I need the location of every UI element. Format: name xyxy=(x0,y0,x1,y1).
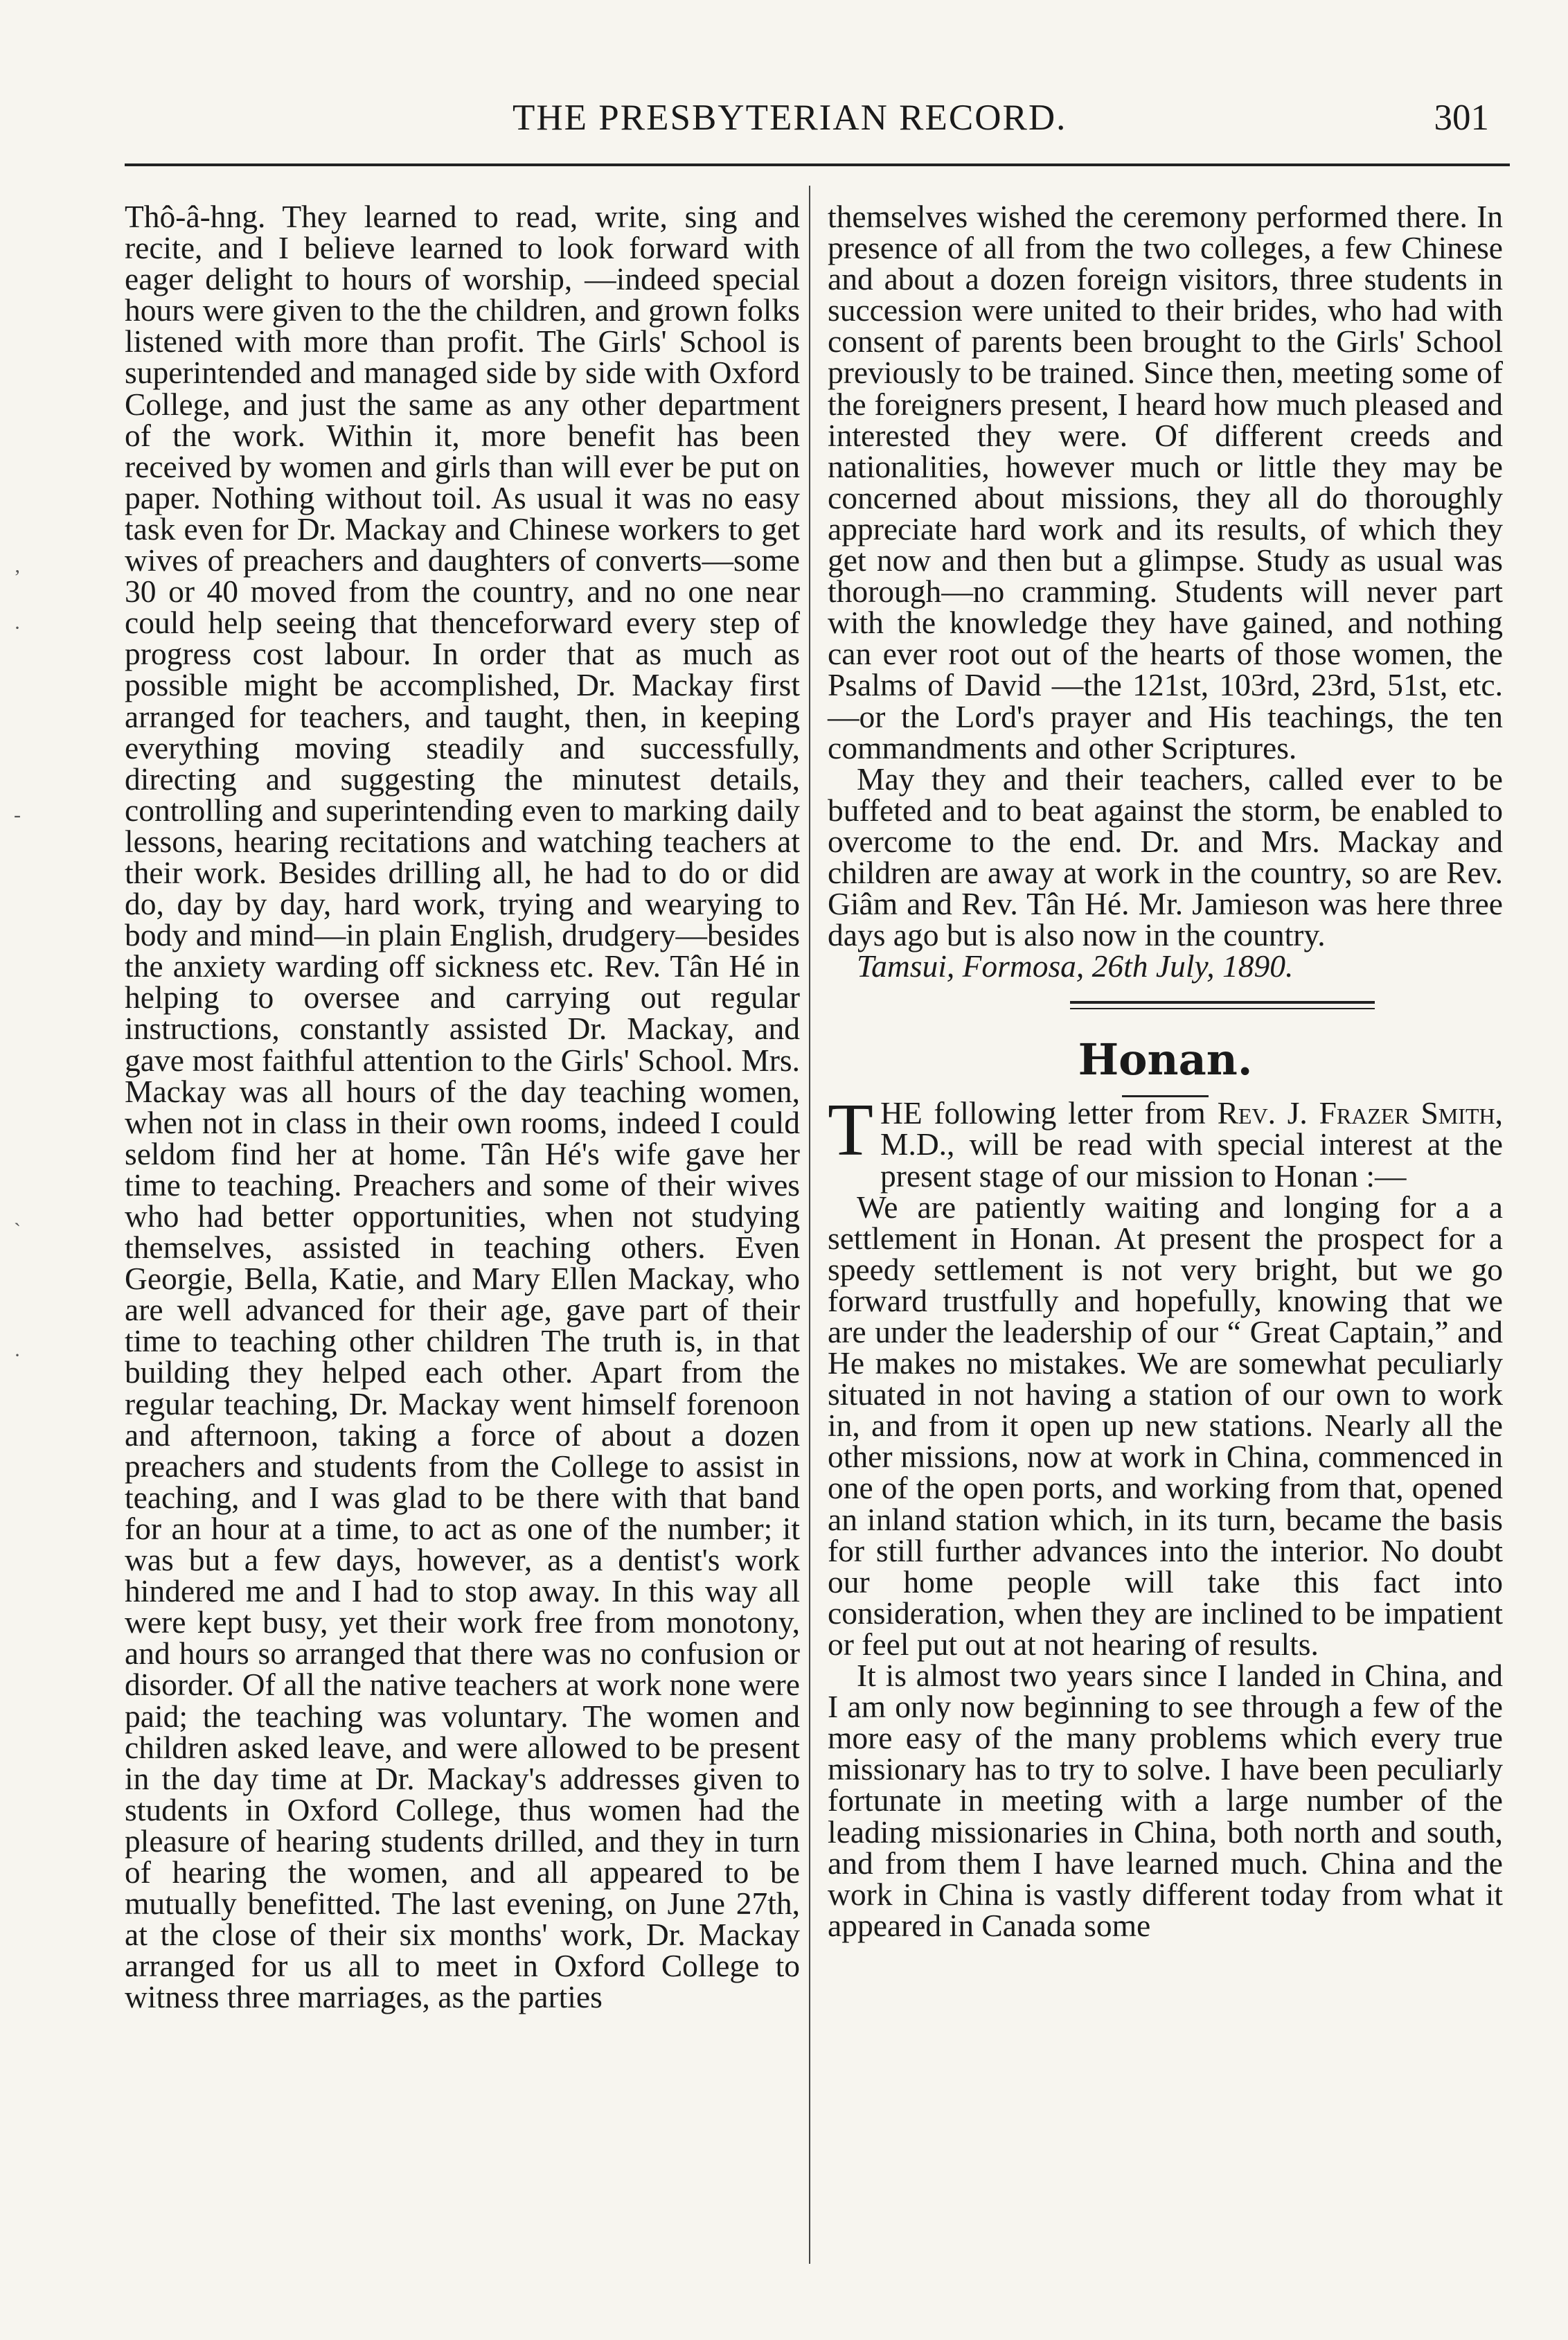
right-paragraph-3: We are patiently waiting and longing for a a settlement in Honan. At present the prospect for a speedy settlement is not very bright, but we go forward trustfully and hopefully, knowing that we are under the leadership of our “ Great Captain,” and He makes no mistakes. We are somewhat peculiarly situated in not having a station of our own to work in, and from it open up new stations. Nearly all the other missions, now at work in China, commenced in one of the open ports, and working from that, opened an inland station which, in its turn, became the basis for still further advances into the interior. No doubt our home people will take this fact into consideration, when they are inclined to be impatient or feel put out at not hearing of results. xyxy=(828,1189,1503,1662)
right-paragraph-2: May they and their teachers, called ever to be buffeted and to beat against the storm, be enabled to overcome to the end. Dr. and Mrs. Mackay and children are away at work in the country, so are Rev. Giâm and Rev. Tân Hé. Mr. Jamieson was here three days ago but is also now in the country. xyxy=(828,761,1503,953)
letter-signature: Tamsui, Formosa, 26th July, 1890. xyxy=(857,948,1294,984)
intro-text-1: HE following letter from xyxy=(880,1095,1218,1131)
running-title: THE PRESBYTERIAN RECORD. xyxy=(513,98,1067,138)
page-header xyxy=(125,97,1510,152)
intro-text-2: , M.D., will be read with special interest at the present stage of our mission to Honan :— xyxy=(880,1095,1503,1194)
intro-paragraph xyxy=(828,1089,1503,1194)
column-divider xyxy=(809,186,810,2264)
intro-author-name: Rev. J. Frazer Smith xyxy=(1217,1095,1495,1131)
left-column xyxy=(125,199,800,2015)
section-double-rule xyxy=(1070,1001,1375,1009)
right-paragraph-1: themselves wished the ceremony performed there. In presence of all from the two colleges, a few Chinese and about a dozen foreign visitors, three students in succession were united to their brides, who had with consent of parents been brought to the Girls' School previously to be trained. Since then, meeting some of the foreigners present, I heard how much pleased and interested they were. Of different creeds and nationalities, however much or little they may be concerned about missions, they all do thoroughly appreciate hard work and its results, of which they get now and then but a glimpse. Study as usual was thorough—no cramming. Students will never part with the knowledge they have gained, and nothing can ever root out of the hearts of those women, the Psalms of David —the 121st, 103rd, 23rd, 51st, etc.—or the Lord's prayer and His teachings, the ten commandments and other Scriptures. xyxy=(828,199,1503,765)
margin-marks: ‚ · - ` · xyxy=(14,554,21,1367)
section-title: Honan. xyxy=(1078,1034,1253,1085)
page-number: 301 xyxy=(1434,98,1489,138)
left-paragraph: Thô-â-hng. They learned to read, write, sing and recite, and I believe learned to look forward with eager delight to hours of worship, —indeed special hours were given to the the children, and grown folks listened with more than profit. The Girls' School is superintended and managed side by side with Oxford College, and just the same as any other department of the work. Within it, more benefit has been received by women and girls than will ever be put on paper. Nothing without toil. As usual it was no easy task even for Dr. Mackay and Chinese workers to get wives of preachers and daughters of converts—some 30 or 40 moved from the country, and no one near could help seeing that thenceforward every step of progress cost labour. In order that as much as possible might be accomplished, Dr. Mackay first arranged for teachers, and taught, then, in keeping everything moving steadily and successfully, directing and suggesting the minutest details, controlling and superintending even to marking daily lessons, hearing recitations and watching teachers at their work. Besides drilling all, he had to do or did do, day by day, hard work, trying and wearying to body and mind—in plain English, drudgery—besides the anxiety warding off sickness etc. Rev. Tân Hé in helping to oversee and carrying out regular instructions, constantly assisted Dr. Mackay, and gave most faithful attention to the Girls' School. Mrs. Mackay was all hours of the day teaching women, when not in class in their own rooms, indeed I could seldom find her at home. Tân Hé's wife gave her time to teaching. Preachers and some of their wives who had better opportunities, when not studying themselves, assisted in teaching others. Even Georgie, Bella, Katie, and Mary Ellen Mackay, who are well advanced for their age, gave part of their time to teaching other children The truth is, in that building they helped each other. Apart from the regular teaching, Dr. Mackay went himself forenoon and afternoon, taking a force of about a dozen preachers and students from the College to assist in teaching, and I was glad to be there with that band for an hour at a time, to act as one of the number; it was but a few days, however, as a dentist's work hindered me and I had to stop away. In this way all were kept busy, yet their work free from monotony, and hours so arranged that there was no confusion or disorder. Of all the native teachers at work none were paid; the teaching was voluntary. The women and children asked leave, and were allowed to be present in the day time at Dr. Mackay's addresses given to students in Oxford College, thus women had the pleasure of hearing students drilled, and they in turn of hearing the women, and all appeared to be mutually benefitted. The last evening, on June 27th, at the close of their six months' work, Dr. Mackay arranged for us all to meet in Oxford College to witness three marriages, as the parties xyxy=(125,199,800,2015)
drop-cap: T xyxy=(828,1089,873,1172)
header-rule xyxy=(125,163,1510,166)
right-column xyxy=(828,201,1503,1941)
right-paragraph-4: It is almost two years since I landed in China, and I am only now beginning to see through a few of the more easy of the many problems which every true missionary has to try to solve. I have been peculiarly fortunate in meeting with a large number of the leading missionaries in China, both north and south, and from them I have learned much. China and the work in China is vastly different today from what it appeared in Canada some xyxy=(828,1658,1503,1943)
